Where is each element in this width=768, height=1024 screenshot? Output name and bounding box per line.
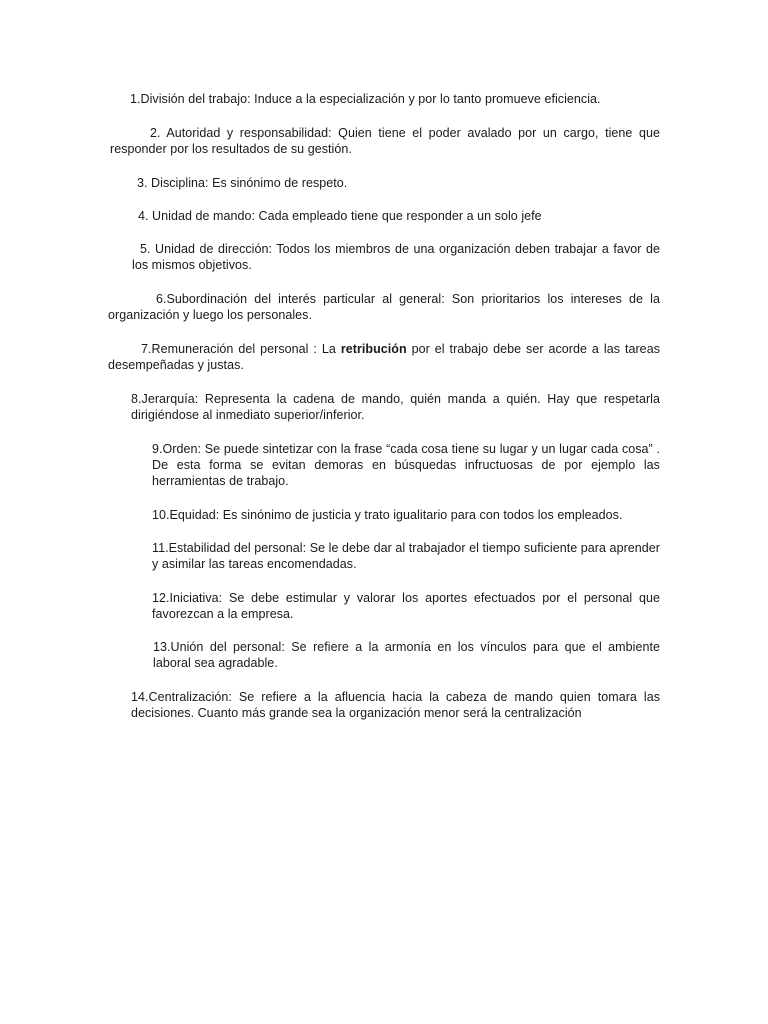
principle-1-division-del-trabajo: 1.División del trabajo: Induce a la especialización y por lo tanto promueve eficiencia.: [130, 92, 601, 106]
principle-7-remuneracion: [108, 341, 660, 373]
principle-2-autoridad: 2. Autoridad y responsabilidad: Quien tiene el poder avalado por un cargo, tiene que responder por los resultados de su gestión.: [110, 126, 660, 156]
principle-7-bold-word: retribución: [340, 342, 407, 356]
principle-8-jerarquia: 8.Jerarquía: Representa la cadena de mando, quién manda a quién. Hay que respetarla dirigiéndose al inmediato superior/inferior.: [131, 392, 660, 422]
principle-10-equidad: 10.Equidad: Es sinónimo de justicia y trato igualitario para con todos los empleados.: [152, 508, 623, 522]
principle-11-estabilidad: 11.Estabilidad del personal: Se le debe dar al trabajador el tiempo suficiente para aprender y asimilar las tareas encomendadas.: [152, 541, 660, 571]
principle-13-union: 13.Unión del personal: Se refiere a la armonía en los vínculos para que el ambiente laboral sea agradable.: [153, 640, 660, 670]
principle-9-orden: 9.Orden: Se puede sintetizar con la frase “cada cosa tiene su lugar y un lugar cada cosa” . De esta forma se evitan demoras en búsquedas infructuosas de por ejemplo las herramientas de trabajo.: [152, 442, 660, 488]
principle-7-text-before: 7.Remuneración del personal : La: [141, 342, 341, 356]
principle-5-unidad-de-direccion: 5. Unidad de dirección: Todos los miembros de una organización deben trabajar a favor de los mismos objetivos.: [132, 242, 660, 272]
principle-6-subordinacion: 6.Subordinación del interés particular al general: Son prioritarios los intereses de la organización y luego los personales.: [108, 292, 660, 322]
principle-7-text-after: por el trabajo debe ser acorde a las tareas desempeñadas y justas.: [108, 342, 660, 372]
principle-14-centralizacion: 14.Centralización: Se refiere a la afluencia hacia la cabeza de mando quien tomara las decisiones. Cuanto más grande sea la organización menor será la centralización: [131, 690, 660, 720]
principle-4-unidad-de-mando: 4. Unidad de mando: Cada empleado tiene que responder a un solo jefe: [138, 209, 542, 223]
principle-12-iniciativa: 12.Iniciativa: Se debe estimular y valorar los aportes efectuados por el personal que favorezcan a la empresa.: [152, 591, 660, 621]
principle-3-disciplina: 3. Disciplina: Es sinónimo de respeto.: [137, 176, 348, 190]
